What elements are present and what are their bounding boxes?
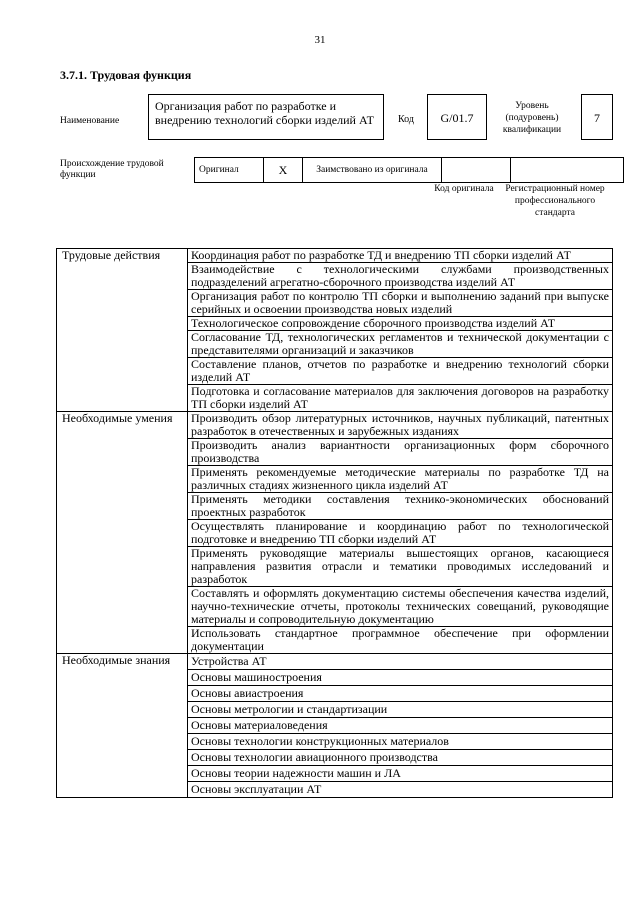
origin-table <box>194 157 624 183</box>
list-item: Основы эксплуатации АТ <box>188 782 613 798</box>
category-required-skills: Необходимые умения <box>57 412 188 654</box>
borrowed-cell: Заимствовано из оригинала <box>303 158 442 183</box>
table-row <box>57 654 613 670</box>
list-item: Основы машиностроения <box>188 670 613 686</box>
page-number: 31 <box>314 34 326 46</box>
table-row <box>57 412 613 439</box>
list-item: Осуществлять планирование и координацию работ по технологической подготовке и внедрению ТП сборки изделий АТ <box>188 520 613 547</box>
origin-label: Происхождение трудовой функции <box>60 159 164 180</box>
list-item: Основы метрологии и стандартизации <box>188 702 613 718</box>
list-item: Составление планов, отчетов по разработке и внедрению технологий сборки изделий АТ <box>188 358 613 385</box>
qualification-level-label: Уровень (подуровень) квалификации <box>502 101 562 135</box>
category-required-knowledge: Необходимые знания <box>57 654 188 798</box>
list-item: Подготовка и согласование материалов для заключения договоров на разработку ТП сборки изделий АТ <box>188 385 613 412</box>
function-details-table <box>56 248 613 798</box>
list-item: Организация работ по контролю ТП сборки и выполнению заданий при выпуске серийных и освоении производства новых изделий <box>188 290 613 317</box>
list-item: Координация работ по разработке ТД и внедрению ТП сборки изделий АТ <box>188 249 613 263</box>
original-mark: X <box>264 158 303 183</box>
reg-number-cell <box>511 158 624 183</box>
original-code-label: Код оригинала <box>434 184 494 194</box>
original-cell: Оригинал <box>195 158 264 183</box>
list-item: Применять руководящие материалы вышестоящих органов, касающиеся направления развития отрасли и тематики проводимых исследований и разработок <box>188 547 613 587</box>
list-item: Основы теории надежности машин и ЛА <box>188 766 613 782</box>
list-item: Устройства АТ <box>188 654 613 670</box>
category-labor-actions: Трудовые действия <box>57 249 188 412</box>
list-item: Использовать стандартное программное обеспечение при оформлении документации <box>188 627 613 654</box>
list-item: Основы технологии авиационного производства <box>188 750 613 766</box>
list-item: Согласование ТД, технологических регламентов и технической документации с представителями организаций и заказчиков <box>188 331 613 358</box>
list-item: Взаимодействие с технологическими службами производственных подразделений агрегатно-сборочного производства изделий АТ <box>188 263 613 290</box>
list-item: Производить обзор литературных источников, научных публикаций, патентных разработок в отечественных и зарубежных изданиях <box>188 412 613 439</box>
list-item: Применять рекомендуемые методические материалы по разработке ТД на различных стадиях жизненного цикла изделий АТ <box>188 466 613 493</box>
list-item: Применять методики составления технико-экономических обоснований проектных разработок <box>188 493 613 520</box>
function-name-box: Организация работ по разработке и внедрению технологий сборки изделий АТ <box>148 94 384 140</box>
list-item: Основы технологии конструкционных материалов <box>188 734 613 750</box>
table-row <box>57 249 613 263</box>
list-item: Производить анализ вариантности организационных форм сборочного производства <box>188 439 613 466</box>
list-item: Основы авиастроения <box>188 686 613 702</box>
list-item: Технологическое сопровождение сборочного производства изделий АТ <box>188 317 613 331</box>
original-code-cell <box>442 158 511 183</box>
name-label: Наименование <box>60 116 120 126</box>
list-item: Основы материаловедения <box>188 718 613 734</box>
qualification-level-box: 7 <box>581 94 613 140</box>
list-item: Составлять и оформлять документацию системы обеспечения качества изделий, научно-технические отчеты, протоколы технических совещаний, руководящие материалы и сопроводительную документацию <box>188 587 613 627</box>
reg-number-label: Регистрационный номер профессионального стандарта <box>505 184 605 218</box>
section-title: 3.7.1. Трудовая функция <box>60 68 192 82</box>
code-value-box: G/01.7 <box>427 94 487 140</box>
code-label: Код <box>398 114 414 125</box>
